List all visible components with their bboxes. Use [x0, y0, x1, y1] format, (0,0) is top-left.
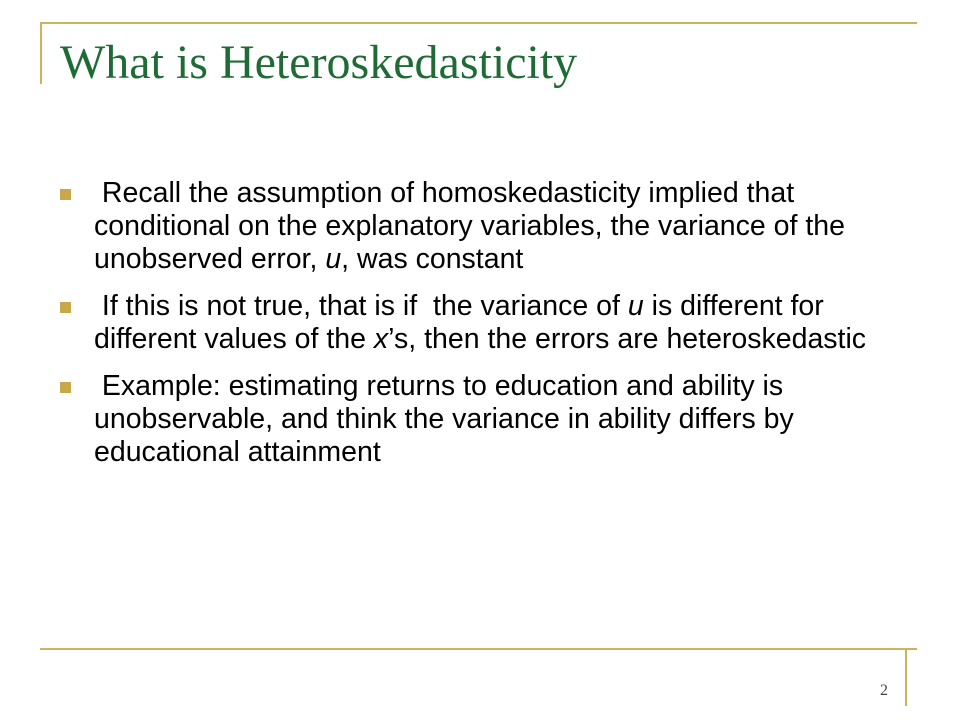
right-accent-line: [905, 648, 907, 706]
slide-number: 2: [880, 682, 888, 699]
bullet-text: [94, 370, 905, 469]
slide-title: What is Heteroskedasticity: [60, 36, 578, 89]
bottom-divider-line: [40, 648, 917, 650]
italic-symbol: u: [627, 290, 644, 322]
bullet-list: [60, 177, 905, 483]
text-segment: is different for different values of the: [94, 290, 832, 355]
text-segment: If this is not true, that is if the variance of: [94, 290, 628, 322]
bullet-item: [60, 177, 905, 276]
italic-symbol: u: [325, 243, 342, 275]
top-divider-line: [40, 22, 917, 24]
square-bullet-icon: [60, 382, 71, 393]
text-segment: Example: estimating returns to education and ability is unobservable, and think the variance in ability differs by educational attainment: [94, 370, 802, 468]
italic-symbol: x: [373, 323, 389, 355]
bullet-item: [60, 290, 905, 356]
bullet-item: [60, 370, 905, 469]
square-bullet-icon: [60, 302, 71, 313]
square-bullet-icon: [60, 189, 71, 200]
text-segment: , was constant: [341, 243, 524, 275]
bullet-text: [94, 177, 905, 276]
text-segment: Recall the assumption of homoskedasticity implied that conditional on the explanatory variables, the variance of the unobserved error,: [94, 177, 853, 275]
text-segment: ’s, then the errors are heteroskedastic: [388, 323, 867, 355]
left-accent-line: [40, 22, 42, 84]
bullet-text: [94, 290, 905, 356]
